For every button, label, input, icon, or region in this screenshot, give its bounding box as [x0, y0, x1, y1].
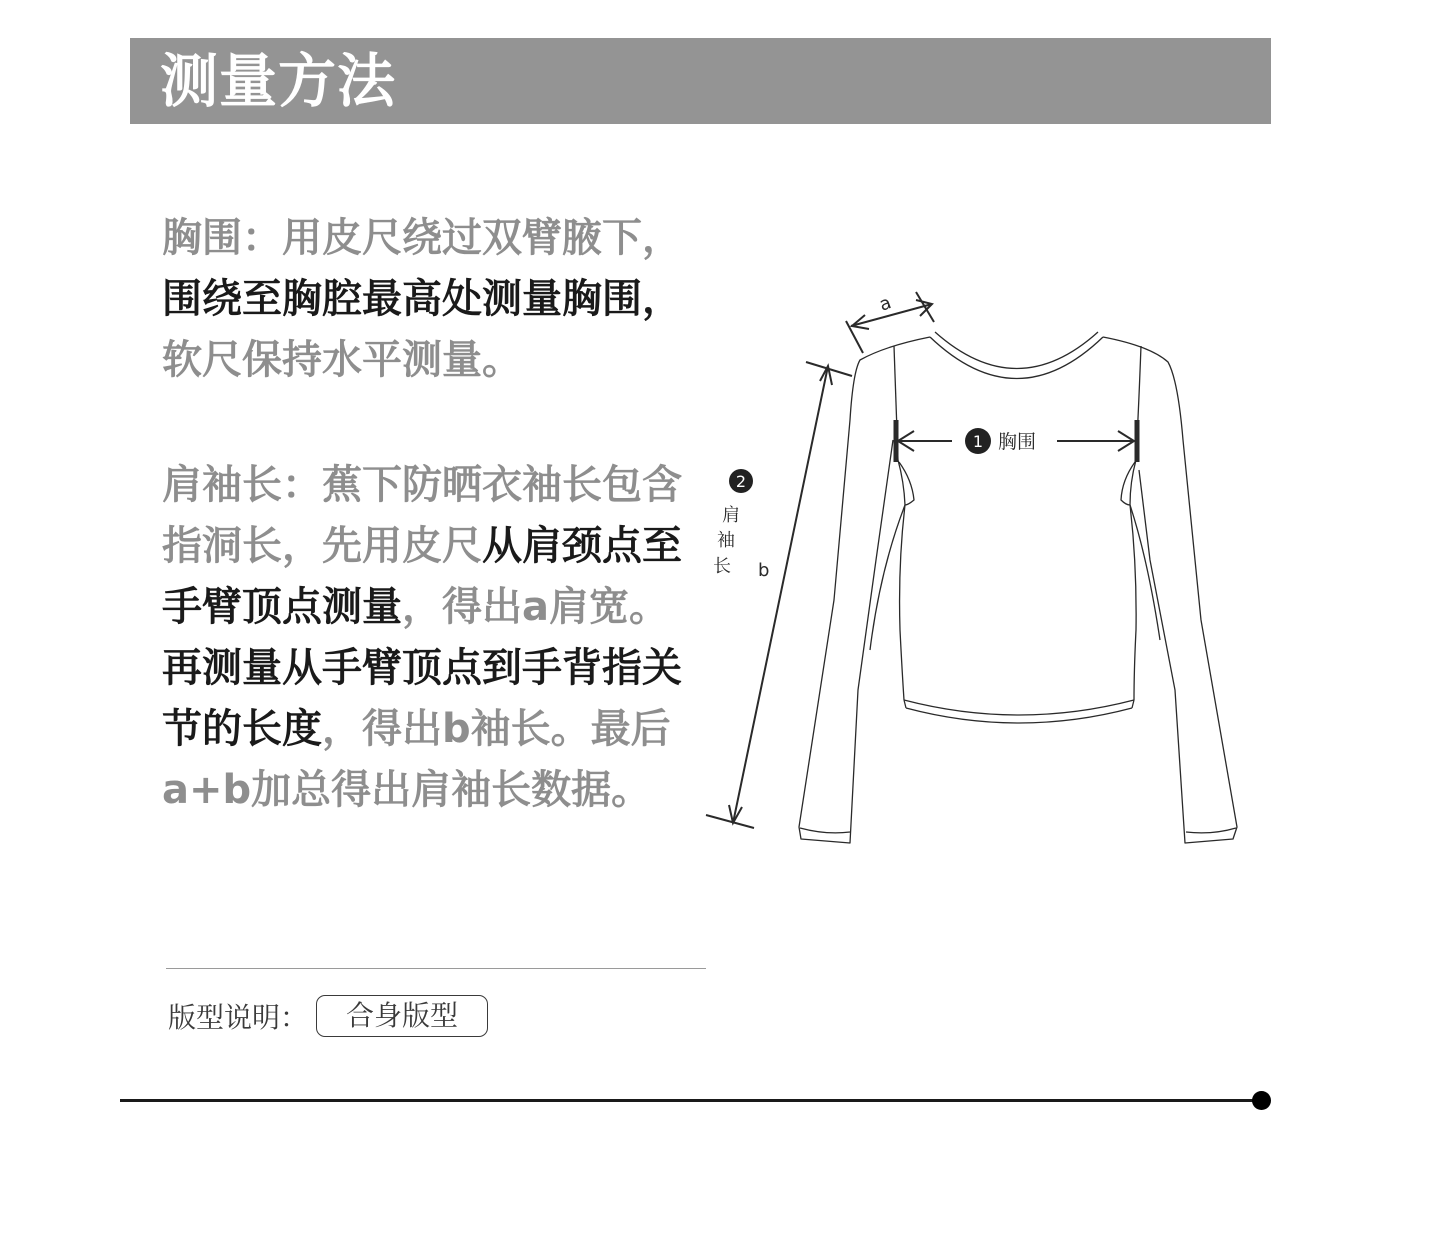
chest-label: 胸围：: [162, 215, 282, 261]
sleeve-label-3: 长: [713, 556, 731, 577]
chest-label-diagram: 胸围: [998, 431, 1037, 453]
sleeve-text-3: ，得出a肩宽。: [402, 584, 669, 630]
sleeve-text-5: ，得出b袖长。最后a+b加总得出肩袖长数据。: [162, 706, 671, 813]
chest-text-3: 软尺保持水平测量。: [162, 337, 522, 383]
chest-number: 1: [972, 432, 984, 451]
timeline-line: [120, 1099, 1262, 1102]
timeline-dot: [1252, 1091, 1271, 1110]
sleeve-label-1: 肩: [722, 505, 740, 526]
label-a: a: [876, 292, 895, 316]
sleeve-label-2: 袖: [717, 530, 735, 551]
sleeve-text-1: 蕉下防晒衣袖长包含指洞长，先用皮尺: [162, 462, 682, 569]
shirt-outline: [799, 332, 1237, 843]
chest-text-1: 用皮尺绕过双臂腋下，: [282, 215, 682, 261]
page-title: 测量方法: [160, 47, 397, 115]
fit-label: 版型说明：: [168, 1001, 309, 1034]
sleeve-text-2: 从肩颈点至手臂顶点测量: [162, 523, 682, 630]
sleeve-label: 肩袖长：: [162, 462, 322, 508]
divider: [166, 968, 706, 969]
chest-text-2: 围绕至胸腔最高处测量胸围，: [162, 276, 682, 322]
label-b: b: [758, 560, 770, 581]
sleeve-measure-arrow: [706, 362, 852, 828]
sleeve-number: 2: [735, 472, 747, 491]
sleeve-text-4: 再测量从手臂顶点到手背指关节的长度: [162, 645, 682, 752]
fit-badge: 合身版型: [316, 995, 488, 1037]
